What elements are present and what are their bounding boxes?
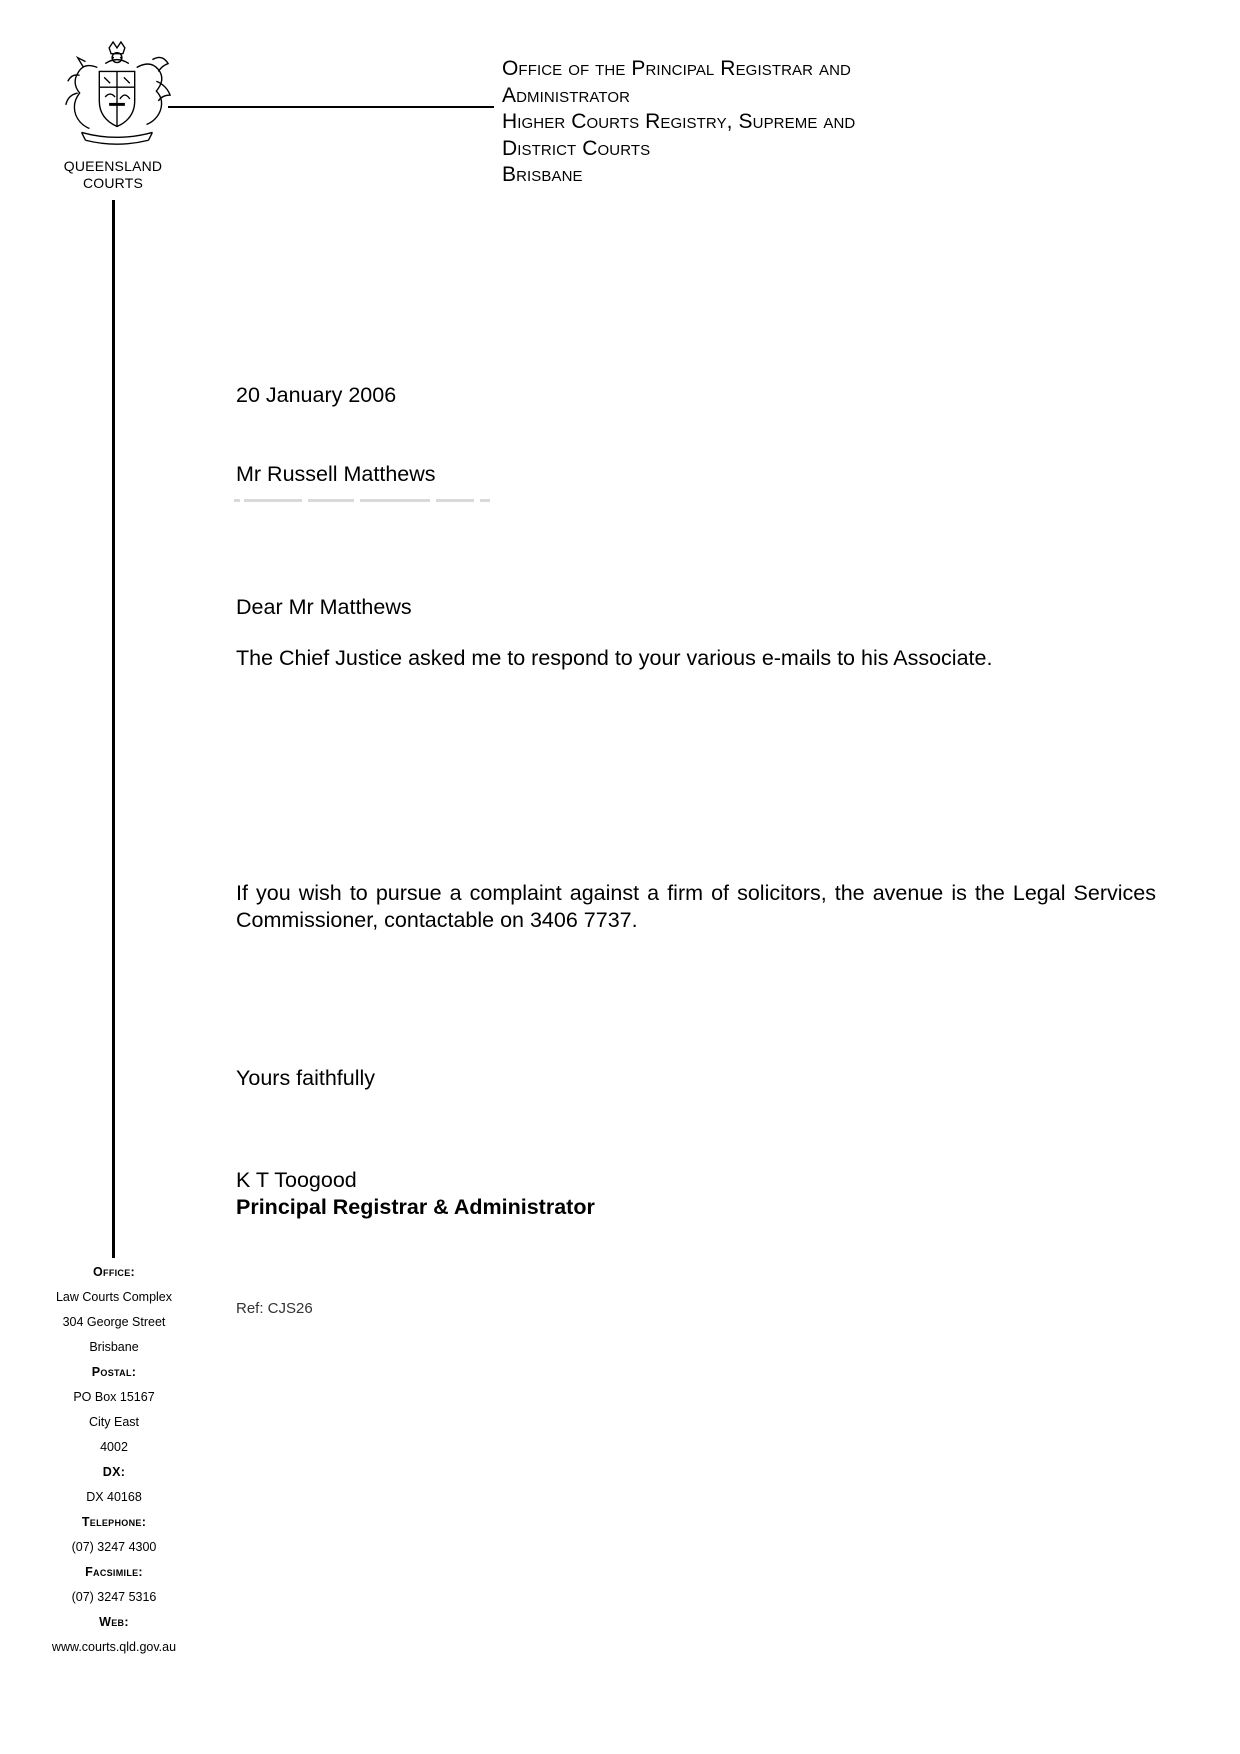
telephone-value: (07) 3247 4300	[71, 1540, 157, 1554]
office-heading-line4: District Courts	[502, 136, 651, 160]
signatory-title: Principal Registrar & Administrator	[236, 1195, 595, 1219]
redacted-address	[234, 488, 514, 510]
office-heading-line3: Higher Courts Registry, Supreme and	[502, 110, 856, 133]
web-value: www.courts.qld.gov.au	[51, 1640, 177, 1654]
postal-line2: City East	[88, 1415, 139, 1429]
salutation: Dear Mr Matthews	[236, 595, 412, 619]
dx-label: DX:	[102, 1465, 126, 1479]
office-label: Office:	[93, 1265, 135, 1279]
postal-line3: 4002	[100, 1440, 128, 1454]
telephone-label: Telephone:	[81, 1515, 147, 1529]
office-address-line2: 304 George Street	[62, 1315, 166, 1329]
body-paragraph-2: If you wish to pursue a complaint against a firm of solicitors, the avenue is the Legal Services Commissioner, contactable on 3406 7737.	[236, 881, 1156, 932]
margin-rule	[112, 200, 115, 1258]
addressee-name: Mr Russell Matthews	[236, 462, 436, 486]
crest-caption-line1: QUEENSLAND	[63, 158, 163, 174]
crest-caption	[50, 158, 176, 192]
header-rule	[168, 106, 494, 108]
web-label: Web:	[99, 1615, 129, 1629]
office-heading-line2: Administrator	[502, 83, 631, 107]
body-paragraph-1: The Chief Justice asked me to respond to your various e-mails to his Associate.	[236, 646, 993, 670]
dx-value: DX 40168	[86, 1490, 142, 1504]
queensland-coat-of-arms-icon	[58, 38, 176, 156]
office-heading	[502, 56, 1022, 189]
office-address-line1: Law Courts Complex	[55, 1290, 172, 1304]
facsimile-label: Facsimile:	[85, 1565, 143, 1579]
office-heading-line5: Brisbane	[502, 163, 583, 186]
signatory-name: K T Toogood	[236, 1168, 357, 1192]
office-address-line3: Brisbane	[89, 1340, 139, 1354]
reference: Ref: CJS26	[236, 1300, 313, 1317]
postal-line1: PO Box 15167	[73, 1390, 155, 1404]
letter-date: 20 January 2006	[236, 383, 397, 407]
office-heading-line1: Office of the Principal Registrar and	[502, 57, 851, 80]
crest-caption-line2: COURTS	[82, 175, 144, 191]
closing: Yours faithfully	[236, 1066, 376, 1090]
contact-details	[40, 1260, 188, 1660]
postal-label: Postal:	[91, 1365, 137, 1379]
facsimile-value: (07) 3247 5316	[71, 1590, 157, 1604]
